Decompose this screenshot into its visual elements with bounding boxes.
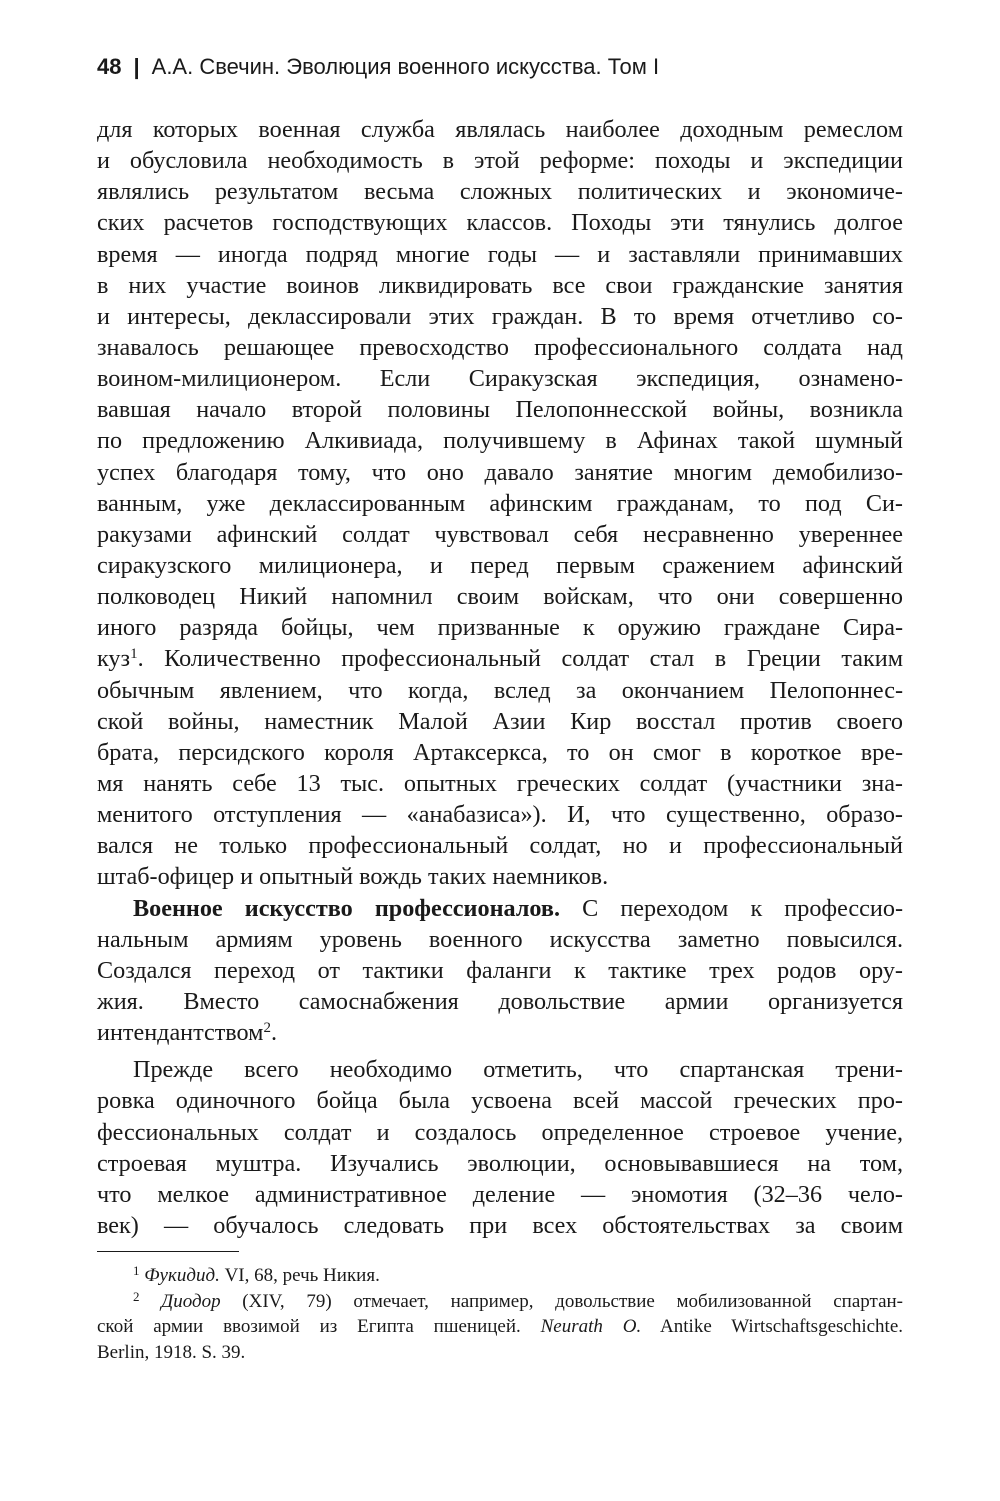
- header-separator: |: [133, 54, 140, 79]
- running-header: [97, 54, 659, 80]
- running-title: А.А. Свечин. Эволюция военного искусства. Том I: [151, 54, 660, 79]
- line-rest: . Количественно профессиональный солдат стал в Греции таким: [137, 645, 903, 673]
- text-line: мя нанять себе 13 тыс. опытных греческих солдат (участники зна-: [97, 769, 903, 797]
- text-line: фессиональных солдат и создалось определенное строевое учение,: [97, 1118, 903, 1146]
- text-line: ракузами афинский солдат чувствовал себя несравненно увереннее: [97, 520, 903, 548]
- text-line: время — иногда подряд многие годы — и заставляли принимавших: [97, 240, 903, 268]
- text-line: ровка одиночного бойца была усвоена всей массой греческих про-: [97, 1087, 903, 1115]
- footnote-divider: [97, 1251, 239, 1252]
- text-line: и обусловила необходимость в этой реформе: походы и экспедиции: [97, 147, 903, 175]
- footnote-author: Диодор: [161, 1290, 221, 1312]
- footnote-text: ской армии ввозимой из Египта пшеницей.: [97, 1316, 541, 1337]
- line-start: интендантством: [97, 1019, 264, 1047]
- footnote-author: Фукидид.: [144, 1265, 220, 1286]
- text-line: и интересы, деклассировали этих граждан. В то время отчетливо со-: [97, 302, 903, 330]
- text-line: штаб-офицер и опытный вождь таких наемников.: [97, 863, 609, 891]
- text-line: нальным армиям уровень военного искусства заметно повысился.: [97, 925, 903, 953]
- footnote-marker: 2: [133, 1288, 140, 1304]
- text-line: [97, 643, 903, 674]
- text-line: знавалось решающее превосходство профессионального солдата над: [97, 333, 903, 361]
- text-line: в них участие воинов ликвидировать все свои гражданские занятия: [97, 271, 903, 299]
- text-line: брата, персидского короля Артаксеркса, то он смог в короткое вре-: [97, 738, 903, 766]
- text-line: вавшая начало второй половины Пелопоннесской войны, возникла: [97, 396, 903, 424]
- text-line: по предложению Алкивиада, получившему в Афинах такой шумный: [97, 427, 903, 455]
- text-line: ской войны, наместник Малой Азии Кир восстал против своего: [97, 707, 903, 735]
- footnote-ref-2[interactable]: 2: [263, 1020, 271, 1037]
- footnote-text: VI, 68, речь Никия.: [219, 1265, 380, 1286]
- text-line: вался не только профессиональный солдат, но и профессиональный: [97, 832, 903, 860]
- line-rest: С переходом к профессио-: [560, 894, 903, 922]
- text-line: успех благодаря тому, что оно давало занятие многим демобилизо-: [97, 458, 903, 486]
- footnote-text: (XIV, 79) отмечает, например, довольствие мобилизованной спартан-: [220, 1290, 903, 1312]
- section-heading: Военное искусство профессионалов.: [133, 894, 560, 922]
- text-line: что мелкое административное деление — эномотия (32–36 чело-: [97, 1180, 903, 1208]
- page-number: 48: [97, 54, 122, 79]
- footnote-text: Antike Wirtschaftsgeschichte.: [641, 1316, 904, 1337]
- footnote-2: [97, 1289, 903, 1315]
- text-line: сиракузского милиционера, и перед первым сражением афинский: [97, 551, 903, 579]
- text-line: ских расчетов господствующих классов. Походы эти тянулись долгое: [97, 209, 903, 237]
- footnote-marker: 1: [133, 1263, 140, 1278]
- text-line: [97, 893, 903, 924]
- text-line: [97, 1017, 903, 1048]
- text-line: являлись результатом весьма сложных политических и экономиче-: [97, 178, 903, 206]
- body-text: [97, 114, 903, 1241]
- text-line: воином-милиционером. Если Сиракузская экспедиция, ознамено-: [97, 365, 903, 393]
- text-line: жия. Вместо самоснабжения довольствие армии организуется: [97, 987, 903, 1015]
- text-line: менитого отступления — «анабазиса»). И, что существенно, образо-: [97, 801, 903, 829]
- footnote-ref-1[interactable]: 1: [130, 646, 138, 663]
- text-line: век) — обучалось следовать при всех обстоятельствах за своим: [97, 1211, 903, 1239]
- text-line: обычным явлением, что когда, вслед за окончанием Пелопоннес-: [97, 676, 903, 704]
- line-rest: .: [271, 1019, 278, 1047]
- text-line: полководец Никий напомнил своим войскам, что они совершенно: [97, 583, 903, 611]
- text-line: строевая муштра. Изучались эволюции, основывавшиеся на том,: [97, 1149, 903, 1177]
- text-line: иного разряда бойцы, чем призванные к оружию граждане Сира-: [97, 614, 903, 642]
- footnote-line: Berlin, 1918. S. 39.: [97, 1341, 246, 1363]
- text-line: ванным, уже деклассированным афинским гражданам, то под Си-: [97, 489, 903, 517]
- text-line: для которых военная служба являлась наиболее доходным ремеслом: [97, 116, 903, 143]
- line-start: куз: [97, 645, 131, 673]
- footnote-author: Neurath O.: [540, 1316, 642, 1337]
- footnote-1: [97, 1263, 903, 1289]
- text-line: Создался переход от тактики фаланги к тактике трех родов ору-: [97, 956, 903, 984]
- footnote-line: [97, 1314, 903, 1340]
- footnotes: [97, 1263, 903, 1365]
- text-line: Прежде всего необходимо отметить, что спартанская трени-: [133, 1056, 903, 1084]
